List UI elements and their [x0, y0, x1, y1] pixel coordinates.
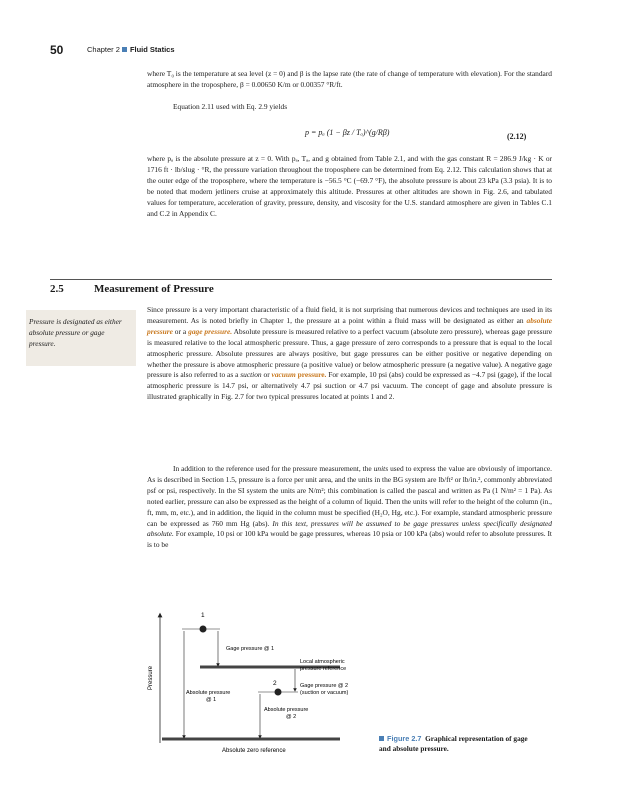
gage-2-label-1: Gage pressure @ 2	[300, 683, 349, 689]
caption-square-icon	[379, 736, 384, 741]
term-units: units	[373, 464, 389, 473]
intro-paragraph-1: where T₀ is the temperature at sea level (z = 0) and β is the lapse rate (the rate of change of temperature with elevation). For the standard atmosphere in the troposphere, β = 0.00650 K/m or 0.00357 °R/ft.	[147, 69, 552, 89]
figure-description: Graphical representation of gage and absolute pressure.	[379, 734, 528, 753]
text-run: or	[261, 370, 272, 380]
gage-2-label-2: (suction or vacuum)	[300, 690, 349, 696]
absolute-2-label-1: Absolute pressure	[264, 707, 309, 713]
term-vacuum: vacuum	[271, 370, 296, 380]
gage-1-label: Gage pressure @ 1	[226, 646, 275, 652]
chapter-label: Chapter 2	[87, 45, 120, 54]
body-paragraph-2	[147, 464, 552, 551]
running-header	[87, 45, 175, 54]
intro-paragraph-3: where pₐ is the absolute pressure at z = 0. With pₐ, Tₐ, and g obtained from Table 2.1, and with the gas constant R = 286.9 J/kg · K or 1716 ft · lb/slug · °R, the pressure variation throughout the troposphere can be determined from Eq. 2.12. This calculation shows that at the outer edge of the troposphere, where the temperature is −56.5 °C (−69.7 °F), the absolute pressure is about 23 kPa (3.3 psia). It is to be noted that modern jetliners cruise at approximately this altitude. Pressures at other altitudes are shown in Fig. 2.6, and tabulated values for temperature, acceleration of gravity, pressure, density, and viscosity for the U.S. standard atmosphere are given in Tables C.1 and C.2 in Appendix C.	[147, 154, 552, 218]
text-run: Since pressure is a very important characteristic of a fluid field, it is not surprising that numerous devices and techniques are used in its measurement. As is noted briefly in Chapter 1, the pressure at a point within a fluid mass will be designated as either an	[147, 305, 552, 325]
text-run: In addition to the reference used for the pressure measurement, the	[173, 464, 374, 473]
absolute-1-label-2: @ 1	[206, 697, 217, 703]
zero-reference-label: Absolute zero reference	[222, 748, 286, 754]
section-rule	[50, 279, 552, 280]
equation-2-12: p = pₐ (1 − βz / Tₐ)^(g/Rβ)	[305, 128, 390, 137]
figure-caption	[379, 734, 539, 754]
body-paragraph-1	[147, 305, 552, 403]
point-2-label: 2	[273, 680, 277, 687]
text-run: For example, 10 psi or 100 kPa would be gage pressures, whereas 10 psia or 100 kPa (abs) would refer to absolute pressures. It is to be	[147, 529, 552, 550]
absolute-1-label-1: Absolute pressure	[186, 690, 231, 696]
term-suction: suction	[240, 370, 262, 380]
axis-label: Pressure	[148, 665, 154, 690]
margin-note-text: Pressure is designated as either absolute pressure or gage pressure.	[29, 317, 122, 348]
page-number: 50	[50, 43, 64, 57]
absolute-2-label-2: @ 2	[286, 714, 297, 720]
term-pressure: pressure.	[295, 370, 327, 380]
atm-label-2: pressure reference	[300, 666, 347, 672]
text-run: Absolute pressure is measured relative to a perfect vacuum (absolute zero pressure), whereas gage pressure is measured relative to the local atmospheric pressure. Thus, a gage pressure of zero corresponds to a pressure that is equal to the local atmospheric pressure. Absolute pressures are always positive, but gage pressures can be either positive or negative depending on whether the pressure is above atmospheric pressure (a positive value) or below atmospheric pressure (a negative value). A negative gage pressure is also referred to as a	[147, 326, 552, 380]
equation-number: (2.12)	[507, 132, 527, 141]
text-run: For example, 10 psi (abs) could be expressed as −4.7 psi (gage), if the local atmospheric pressure is 14.7 psi, or alternatively 4.7 psi suction or 4.7 psi vacuum. The concept of gage and absolute pressure is illustrated graphically in Fig. 2.7 for two typical pressures located at points 1 and 2.	[147, 370, 552, 402]
chapter-title: Fluid Statics	[129, 45, 175, 54]
section-number: 2.5	[50, 283, 64, 295]
intro-paragraph-2: Equation 2.11 used with Eq. 2.9 yields	[173, 102, 288, 111]
point-1-label: 1	[201, 612, 205, 619]
figure-2-7-diagram	[140, 605, 480, 755]
header-square-icon	[122, 47, 127, 52]
text-run: or a	[172, 326, 189, 336]
term-gage-pressure: gage pressure.	[188, 326, 233, 336]
text-italic-note: In this text, pressures will be assumed to be gage pressures unless specifically designated absolute.	[147, 518, 552, 539]
term-absolute-pressure: absolute pressure	[147, 315, 552, 336]
figure-label: Figure 2.7	[387, 734, 422, 743]
text-run: used to express the value are obviously of importance. As is described in Section 1.5, pressure is a force per unit area, and the units in the BG system are lb/ft² or lb/in.², commonly abbreviated psf or psi, respectively. In the SI system the units are N/m²; this combination is called the pascal and written as Pa (1 N/m² = 1 Pa). As noted earlier, pressure can also be expressed as the height of a column of liquid. Then the units will refer to the height of the column (in., ft, mm, m, etc.), and in addition, the liquid in the column must be specified (H₂O, Hg, etc.). For example, standard atmospheric pressure can be expressed as 760 mm Hg (abs).	[147, 464, 552, 528]
section-title: Measurement of Pressure	[94, 283, 214, 295]
atm-label-1: Local atmospheric	[300, 659, 345, 665]
